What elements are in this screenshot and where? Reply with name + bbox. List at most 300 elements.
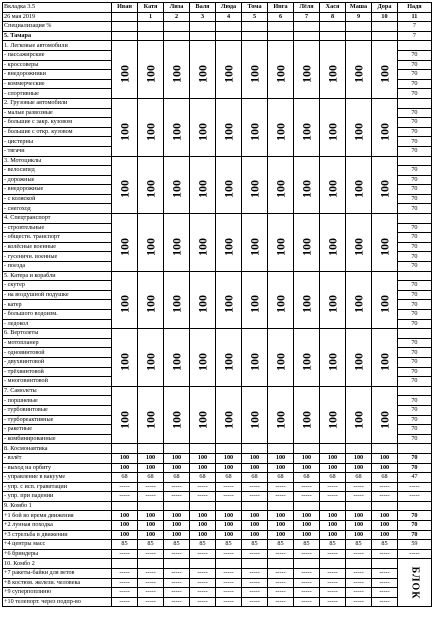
- group-item-label: - цистерны: [3, 137, 112, 147]
- value-cell: 100: [112, 463, 138, 473]
- empty-cell: [268, 41, 294, 51]
- group-item-label: - обществ. транспорт: [3, 233, 112, 243]
- group-item-label: - комбинированные: [3, 434, 112, 444]
- big-value: 100: [351, 122, 366, 141]
- big-value: 100: [169, 353, 184, 372]
- value-cell: 85: [372, 540, 398, 550]
- value-cell: -----: [190, 569, 216, 579]
- big-value: 100: [377, 180, 392, 199]
- big-value-cell: [294, 108, 320, 156]
- big-value: 100: [169, 295, 184, 314]
- value-cell: -----: [398, 482, 432, 492]
- empty-cell: [398, 271, 432, 281]
- value-cell: 100: [320, 453, 346, 463]
- empty-cell: [372, 559, 398, 569]
- section-row-label: +6 бриндеры: [3, 549, 112, 559]
- big-value-cell: [346, 223, 372, 271]
- empty-cell: [372, 98, 398, 108]
- nadya-value: 70: [398, 89, 432, 99]
- section-title: 10. Комбо 2: [3, 559, 112, 569]
- value-cell: -----: [294, 492, 320, 502]
- group-item-label: - внедорожные: [3, 185, 112, 195]
- big-value: 100: [221, 353, 236, 372]
- value-cell: 100: [320, 521, 346, 531]
- value-cell: 100: [190, 511, 216, 521]
- big-value-cell: [164, 281, 190, 329]
- big-value-cell: [190, 223, 216, 271]
- big-value-cell: [216, 223, 242, 271]
- section-data-row: [3, 549, 432, 559]
- value-cell: 100: [242, 521, 268, 531]
- empty-cell: [372, 214, 398, 224]
- value-cell: 68: [320, 473, 346, 483]
- big-value-cell: [346, 338, 372, 386]
- empty-cell: [346, 501, 372, 511]
- empty-cell: [372, 444, 398, 454]
- empty-cell: [346, 98, 372, 108]
- column-number: 2: [164, 12, 190, 22]
- value-cell: 100: [164, 521, 190, 531]
- group-item-label: - турбовинтовые: [3, 405, 112, 415]
- big-value: 100: [143, 353, 158, 372]
- big-value-cell: [372, 338, 398, 386]
- value-cell: -----: [190, 588, 216, 598]
- value-cell: -----: [216, 588, 242, 598]
- section-row-label: +8 костюм. желези. человека: [3, 578, 112, 588]
- empty-cell: [372, 31, 398, 41]
- empty-cell: [398, 98, 432, 108]
- section-row-label: +3 стрельба в движении: [3, 530, 112, 540]
- big-value: 100: [143, 122, 158, 141]
- value-cell: 100: [216, 453, 242, 463]
- value-cell: 68: [294, 473, 320, 483]
- value-cell: 100: [112, 511, 138, 521]
- specialization-row: [3, 22, 432, 32]
- big-value: 100: [273, 237, 288, 256]
- empty-cell: [190, 156, 216, 166]
- empty-cell: [138, 214, 164, 224]
- nadya-value: 70: [398, 252, 432, 262]
- column-name: Люда: [216, 3, 242, 13]
- value-cell: -----: [242, 569, 268, 579]
- value-cell: -----: [242, 549, 268, 559]
- value-cell: 100: [242, 453, 268, 463]
- group-title: 7. Самолеты: [3, 386, 112, 396]
- value-cell: 100: [138, 463, 164, 473]
- section-title-row: [3, 559, 432, 569]
- value-cell: 85: [216, 540, 242, 550]
- empty-cell: [138, 444, 164, 454]
- big-value-cell: [320, 396, 346, 444]
- group-item-label: - мотопланер: [3, 338, 112, 348]
- big-value-cell: [268, 223, 294, 271]
- big-value: 100: [169, 410, 184, 429]
- big-value-cell: [320, 223, 346, 271]
- group-title: 6. Вертолеты: [3, 329, 112, 339]
- nadya-value: 70: [398, 233, 432, 243]
- value-cell: 100: [190, 453, 216, 463]
- big-value: 100: [325, 180, 340, 199]
- empty-cell: [294, 444, 320, 454]
- big-value-cell: [372, 281, 398, 329]
- group-item-label: - двухвинтовой: [3, 357, 112, 367]
- empty-cell: [138, 329, 164, 339]
- big-value: 100: [351, 180, 366, 199]
- empty-cell: [372, 501, 398, 511]
- big-value-cell: [190, 50, 216, 98]
- empty-cell: [346, 22, 372, 32]
- big-value-cell: [216, 166, 242, 214]
- empty-cell: [138, 156, 164, 166]
- big-value: 100: [299, 237, 314, 256]
- group-title-row: [3, 214, 432, 224]
- empty-cell: [164, 386, 190, 396]
- value-cell: 100: [164, 530, 190, 540]
- big-value-cell: [372, 166, 398, 214]
- big-value-cell: [294, 281, 320, 329]
- group-item-label: - одновинтовой: [3, 348, 112, 358]
- big-value: 100: [247, 237, 262, 256]
- empty-cell: [372, 271, 398, 281]
- empty-cell: [242, 444, 268, 454]
- empty-cell: [294, 559, 320, 569]
- empty-cell: [164, 329, 190, 339]
- sheet-title: Вкладка 3.5: [3, 3, 112, 13]
- section-row-label: - выход на орбиту: [3, 463, 112, 473]
- section-data-row: [3, 482, 432, 492]
- big-value-cell: [112, 396, 138, 444]
- value-cell: 100: [190, 530, 216, 540]
- big-value: 100: [273, 65, 288, 84]
- column-name: Инга: [268, 3, 294, 13]
- nadya-value: 70: [398, 300, 432, 310]
- big-value-cell: [164, 166, 190, 214]
- big-value: 100: [351, 65, 366, 84]
- empty-cell: [242, 31, 268, 41]
- big-value: 100: [377, 353, 392, 372]
- big-value-cell: [138, 50, 164, 98]
- value-cell: 68: [242, 473, 268, 483]
- big-value-cell: [346, 108, 372, 156]
- big-value: 100: [247, 410, 262, 429]
- big-value-cell: [372, 396, 398, 444]
- big-value: 100: [273, 353, 288, 372]
- group-title-row: [3, 271, 432, 281]
- section-data-row: [3, 578, 432, 588]
- section-title: 8. Космонавтика: [3, 444, 112, 454]
- section-row-label: - упр. с исп. гравитации: [3, 482, 112, 492]
- big-value: 100: [351, 410, 366, 429]
- group-item-label: - с коляской: [3, 194, 112, 204]
- group-title-row: [3, 98, 432, 108]
- value-cell: 100: [242, 511, 268, 521]
- empty-cell: [190, 386, 216, 396]
- empty-cell: [268, 501, 294, 511]
- group-item-label: - ракетные: [3, 425, 112, 435]
- empty-cell: [320, 31, 346, 41]
- value-cell: 100: [320, 463, 346, 473]
- big-value: 100: [299, 295, 314, 314]
- section-data-row: [3, 530, 432, 540]
- group-title-row: [3, 386, 432, 396]
- value-cell: -----: [242, 482, 268, 492]
- section-row-label: - упр. при падении: [3, 492, 112, 502]
- big-value-cell: [138, 281, 164, 329]
- group-item-label: - многовинтовой: [3, 377, 112, 387]
- value-cell: -----: [346, 588, 372, 598]
- value-cell: 70: [398, 521, 432, 531]
- big-value-cell: [320, 108, 346, 156]
- column-name: Лёля: [294, 3, 320, 13]
- empty-cell: [398, 501, 432, 511]
- value-cell: -----: [372, 597, 398, 607]
- value-cell: -----: [112, 492, 138, 502]
- value-cell: 100: [346, 521, 372, 531]
- empty-cell: [320, 559, 346, 569]
- value-cell: -----: [294, 569, 320, 579]
- value-cell: 100: [138, 453, 164, 463]
- nadya-value: 70: [398, 262, 432, 272]
- big-value-cell: [268, 50, 294, 98]
- empty-cell: [268, 329, 294, 339]
- group-item-row: [3, 281, 432, 291]
- big-value: 100: [299, 122, 314, 141]
- empty-cell: [242, 386, 268, 396]
- empty-cell: [112, 31, 138, 41]
- value-cell: -----: [346, 597, 372, 607]
- section-data-row: [3, 521, 432, 531]
- empty-cell: [372, 41, 398, 51]
- big-value: 100: [221, 410, 236, 429]
- group-item-row: [3, 50, 432, 60]
- big-value: 100: [195, 180, 210, 199]
- value-cell: -----: [346, 569, 372, 579]
- column-name: Лиза: [164, 3, 190, 13]
- value-cell: 100: [372, 511, 398, 521]
- value-cell: -----: [112, 482, 138, 492]
- big-value-cell: [242, 50, 268, 98]
- value-cell: 100: [112, 453, 138, 463]
- big-value: 100: [169, 65, 184, 84]
- empty-cell: [294, 386, 320, 396]
- value-cell: 47: [398, 473, 432, 483]
- big-value-cell: [372, 223, 398, 271]
- empty-cell: [346, 329, 372, 339]
- empty-cell: [112, 444, 138, 454]
- value-cell: -----: [346, 492, 372, 502]
- value-cell: -----: [112, 549, 138, 559]
- column-number: 5: [242, 12, 268, 22]
- specialization-label: Специализация %: [3, 22, 112, 32]
- empty-cell: [138, 559, 164, 569]
- empty-cell: [190, 271, 216, 281]
- value-cell: -----: [268, 549, 294, 559]
- empty-cell: [268, 214, 294, 224]
- value-cell: 100: [372, 463, 398, 473]
- empty-cell: [190, 31, 216, 41]
- column-number: 8: [320, 12, 346, 22]
- big-value-cell: [190, 108, 216, 156]
- big-value: 100: [117, 410, 132, 429]
- big-value: 100: [221, 65, 236, 84]
- value-cell: 100: [138, 511, 164, 521]
- empty-cell: [294, 156, 320, 166]
- value-cell: -----: [242, 492, 268, 502]
- group-title: 3. Мотоциклы: [3, 156, 112, 166]
- nadya-value: 70: [398, 194, 432, 204]
- nadya-value: 70: [398, 281, 432, 291]
- big-value-cell: [294, 166, 320, 214]
- group-item-label: - коммерческие: [3, 79, 112, 89]
- big-value-cell: [138, 223, 164, 271]
- empty-cell: [242, 214, 268, 224]
- big-value-cell: [164, 108, 190, 156]
- big-value-cell: [190, 281, 216, 329]
- big-value-cell: [112, 223, 138, 271]
- group-item-label: - турбореактивные: [3, 415, 112, 425]
- value-cell: 68: [216, 473, 242, 483]
- big-value-cell: [138, 338, 164, 386]
- group-item-row: [3, 166, 432, 176]
- empty-cell: [112, 329, 138, 339]
- value-cell: 100: [112, 530, 138, 540]
- value-cell: -----: [242, 578, 268, 588]
- big-value: 100: [351, 237, 366, 256]
- value-cell: -----: [138, 492, 164, 502]
- value-cell: -----: [398, 492, 432, 502]
- value-cell: 100: [372, 453, 398, 463]
- empty-cell: [216, 386, 242, 396]
- value-cell: -----: [320, 597, 346, 607]
- value-cell: -----: [268, 492, 294, 502]
- empty-cell: [372, 386, 398, 396]
- group-item-label: - большие с закр. кузовом: [3, 118, 112, 128]
- value-cell: 100: [294, 511, 320, 521]
- empty-cell: [320, 98, 346, 108]
- value-cell: -----: [294, 597, 320, 607]
- big-value-cell: [294, 223, 320, 271]
- group-item-label: - большие с откр. кузовом: [3, 127, 112, 137]
- value-cell: 85: [164, 540, 190, 550]
- big-value-cell: [190, 166, 216, 214]
- section-data-row: [3, 463, 432, 473]
- empty-cell: [398, 214, 432, 224]
- big-value: 100: [273, 295, 288, 314]
- value-cell: -----: [320, 578, 346, 588]
- empty-cell: [398, 386, 432, 396]
- nadya-value: 70: [398, 348, 432, 358]
- big-value-cell: [138, 396, 164, 444]
- empty-cell: [164, 156, 190, 166]
- nadya-value: 70: [398, 127, 432, 137]
- blok-cell: [398, 559, 432, 607]
- big-value: 100: [143, 65, 158, 84]
- group-item-label: - кроссоверы: [3, 60, 112, 70]
- column-number: 6: [268, 12, 294, 22]
- value-cell: -----: [164, 578, 190, 588]
- nadya-value: 70: [398, 118, 432, 128]
- nadya-value: 70: [398, 357, 432, 367]
- big-value: 100: [325, 237, 340, 256]
- big-value: 100: [195, 295, 210, 314]
- empty-cell: [216, 31, 242, 41]
- column-number: 9: [346, 12, 372, 22]
- value-cell: -----: [138, 588, 164, 598]
- value-cell: -----: [190, 482, 216, 492]
- group-item-label: - малые развозные: [3, 108, 112, 118]
- empty-cell: [398, 444, 432, 454]
- big-value: 100: [143, 295, 158, 314]
- value-cell: -----: [216, 597, 242, 607]
- big-value-cell: [216, 50, 242, 98]
- value-cell: -----: [320, 569, 346, 579]
- big-value: 100: [143, 410, 158, 429]
- big-value-cell: [320, 50, 346, 98]
- nadya-value: 70: [398, 223, 432, 233]
- nadya-value: 70: [398, 146, 432, 156]
- nadya-value: 70: [398, 70, 432, 80]
- big-value-cell: [190, 338, 216, 386]
- value-cell: -----: [138, 597, 164, 607]
- persona-label: 5. Тамара: [3, 31, 112, 41]
- big-value-cell: [112, 108, 138, 156]
- big-value-cell: [320, 281, 346, 329]
- value-cell: -----: [112, 597, 138, 607]
- empty-cell: [372, 156, 398, 166]
- value-cell: -----: [216, 492, 242, 502]
- big-value-cell: [164, 50, 190, 98]
- value-cell: -----: [372, 588, 398, 598]
- section-row-label: - взлёт: [3, 453, 112, 463]
- empty-cell: [112, 386, 138, 396]
- section-row-label: - управление в вакууме: [3, 473, 112, 483]
- value-cell: -----: [320, 549, 346, 559]
- big-value: 100: [299, 65, 314, 84]
- big-value: 100: [117, 65, 132, 84]
- big-value-cell: [242, 166, 268, 214]
- big-value-cell: [294, 396, 320, 444]
- group-item-label: - внедорожники: [3, 70, 112, 80]
- value-cell: -----: [164, 597, 190, 607]
- value-cell: -----: [268, 482, 294, 492]
- big-value: 100: [221, 295, 236, 314]
- value-cell: -----: [216, 482, 242, 492]
- nadya-value: 7: [398, 31, 432, 41]
- empty-cell: [320, 271, 346, 281]
- big-value: 100: [117, 122, 132, 141]
- empty-cell: [320, 444, 346, 454]
- big-value: 100: [325, 65, 340, 84]
- big-value: 100: [221, 122, 236, 141]
- big-value-cell: [138, 166, 164, 214]
- value-cell: 100: [190, 521, 216, 531]
- header-numbers-row: [3, 12, 432, 22]
- empty-cell: [216, 444, 242, 454]
- value-cell: 100: [294, 521, 320, 531]
- empty-cell: [242, 329, 268, 339]
- empty-cell: [190, 22, 216, 32]
- empty-cell: [346, 386, 372, 396]
- empty-cell: [294, 271, 320, 281]
- nadya-value: 70: [398, 425, 432, 435]
- column-number: 10: [372, 12, 398, 22]
- big-value-cell: [268, 338, 294, 386]
- value-cell: -----: [294, 578, 320, 588]
- section-data-row: [3, 511, 432, 521]
- value-cell: 100: [346, 453, 372, 463]
- section-row-label: +10 телепорт. через подпр-во: [3, 597, 112, 607]
- big-value-cell: [242, 223, 268, 271]
